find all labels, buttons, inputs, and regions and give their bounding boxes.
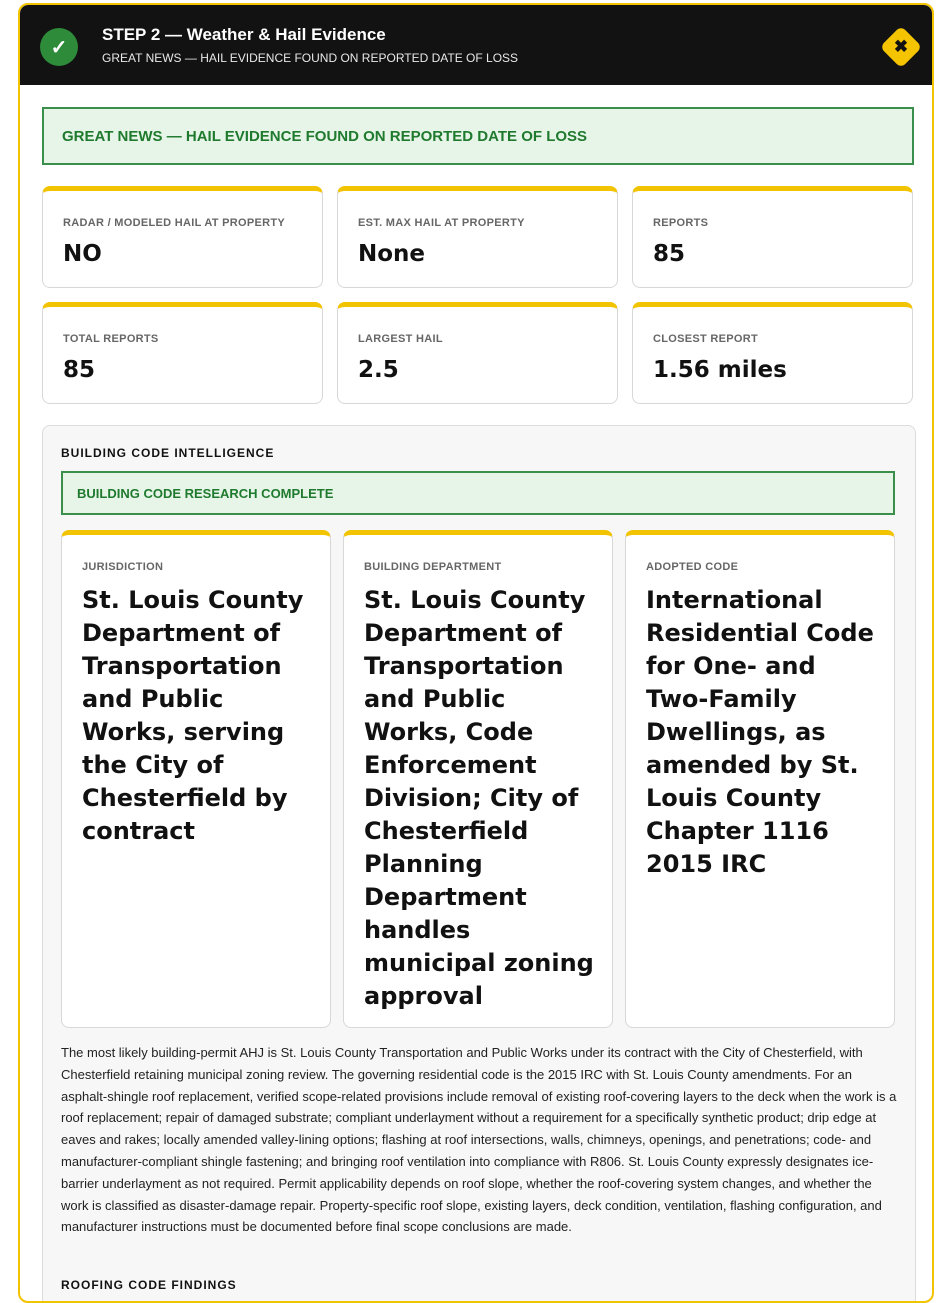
code-research-banner: BUILDING CODE RESEARCH COMPLETE [61, 471, 895, 515]
stat-value: None [358, 241, 426, 267]
stat-card-largest-hail [337, 302, 618, 404]
close-icon: ✖ [893, 37, 909, 56]
stat-card-reports [632, 186, 913, 288]
stat-value: 1.56 miles [653, 357, 787, 383]
building-code-panel [42, 425, 916, 1303]
stat-label: CLOSEST REPORT [653, 333, 759, 345]
stat-value: 2.5 [358, 357, 399, 383]
close-button[interactable] [881, 27, 921, 67]
code-card-value: St. Louis County Department of Transportation and Public Works, serving the City of Chesterfield by contract [82, 586, 304, 845]
code-card-label: ADOPTED CODE [646, 561, 739, 573]
code-card-value: St. Louis County Department of Transportation and Public Works, Code Enforcement Division; City of Chesterfield Planning Department handles municipal zoning approval [364, 586, 594, 1010]
stat-card-closest-report [632, 302, 913, 404]
stat-label: LARGEST HAIL [358, 333, 443, 345]
stat-label: RADAR / MODELED HAIL AT PROPERTY [63, 217, 286, 229]
stat-card-max-hail [337, 186, 618, 288]
stat-value: NO [63, 241, 102, 267]
step-subtitle: GREAT NEWS — HAIL EVIDENCE FOUND ON REPORTED DATE OF LOSS [102, 51, 519, 65]
step-title: STEP 2 — Weather & Hail Evidence [102, 25, 386, 44]
code-card-adopted-code [625, 530, 895, 1028]
roofing-findings-heading: ROOFING CODE FINDINGS [61, 1278, 237, 1292]
step-header [20, 5, 932, 85]
building-code-heading: BUILDING CODE INTELLIGENCE [61, 446, 275, 460]
stat-card-total-reports [42, 302, 323, 404]
stat-label: REPORTS [653, 217, 709, 229]
code-card-label: JURISDICTION [82, 561, 164, 573]
code-card-value: International Residential Code for One- and Two-Family Dwellings, as amended by St. Louis County Chapter 1116 2015 IRC [646, 586, 874, 878]
step-panel [18, 3, 934, 1303]
stat-label: TOTAL REPORTS [63, 333, 159, 345]
stat-value: 85 [653, 241, 686, 267]
stat-value: 85 [63, 357, 96, 383]
stat-label: EST. MAX HAIL AT PROPERTY [358, 217, 525, 229]
code-summary-text: The most likely building-permit AHJ is St. Louis County Transportation and Public Works under its contract with the City of Chesterfield, with Chesterfield retaining municipal zoning review. The governing residential code is the 2015 IRC with St. Louis County amendments. For an asphalt-shingle roof replacement, verified scope-related provisions include removal of existing roof-covering layers to the deck when the work is a roof replacement; repair of damaged substrate; compliant underlayment without a requirement for a specifically synthetic product; drip edge at eaves and rakes; locally amended valley-lining options; flashing at roof intersections, walls, chimneys, openings, and penetrations; code- and manufacturer-compliant shingle fastening; and bringing roof ventilation into compliance with R806. St. Louis County expressly designates ice-barrier underlayment as not required. Permit applicability depends on roof slope, whether the roof-covering system changes, and whether the work is classified as disaster-damage repair. Property-specific roof slope, existing layers, deck condition, ventilation, flashing configuration, and manufacturer instructions must be documented before final scope conclusions are made. [61, 1045, 897, 1235]
stat-card-radar-hail [42, 186, 323, 288]
code-card-jurisdiction [61, 530, 331, 1028]
code-card-label: BUILDING DEPARTMENT [364, 561, 502, 573]
hail-evidence-banner: GREAT NEWS — HAIL EVIDENCE FOUND ON REPORTED DATE OF LOSS [42, 107, 914, 165]
code-card-building-department [343, 530, 613, 1028]
check-icon: ✓ [40, 28, 78, 66]
